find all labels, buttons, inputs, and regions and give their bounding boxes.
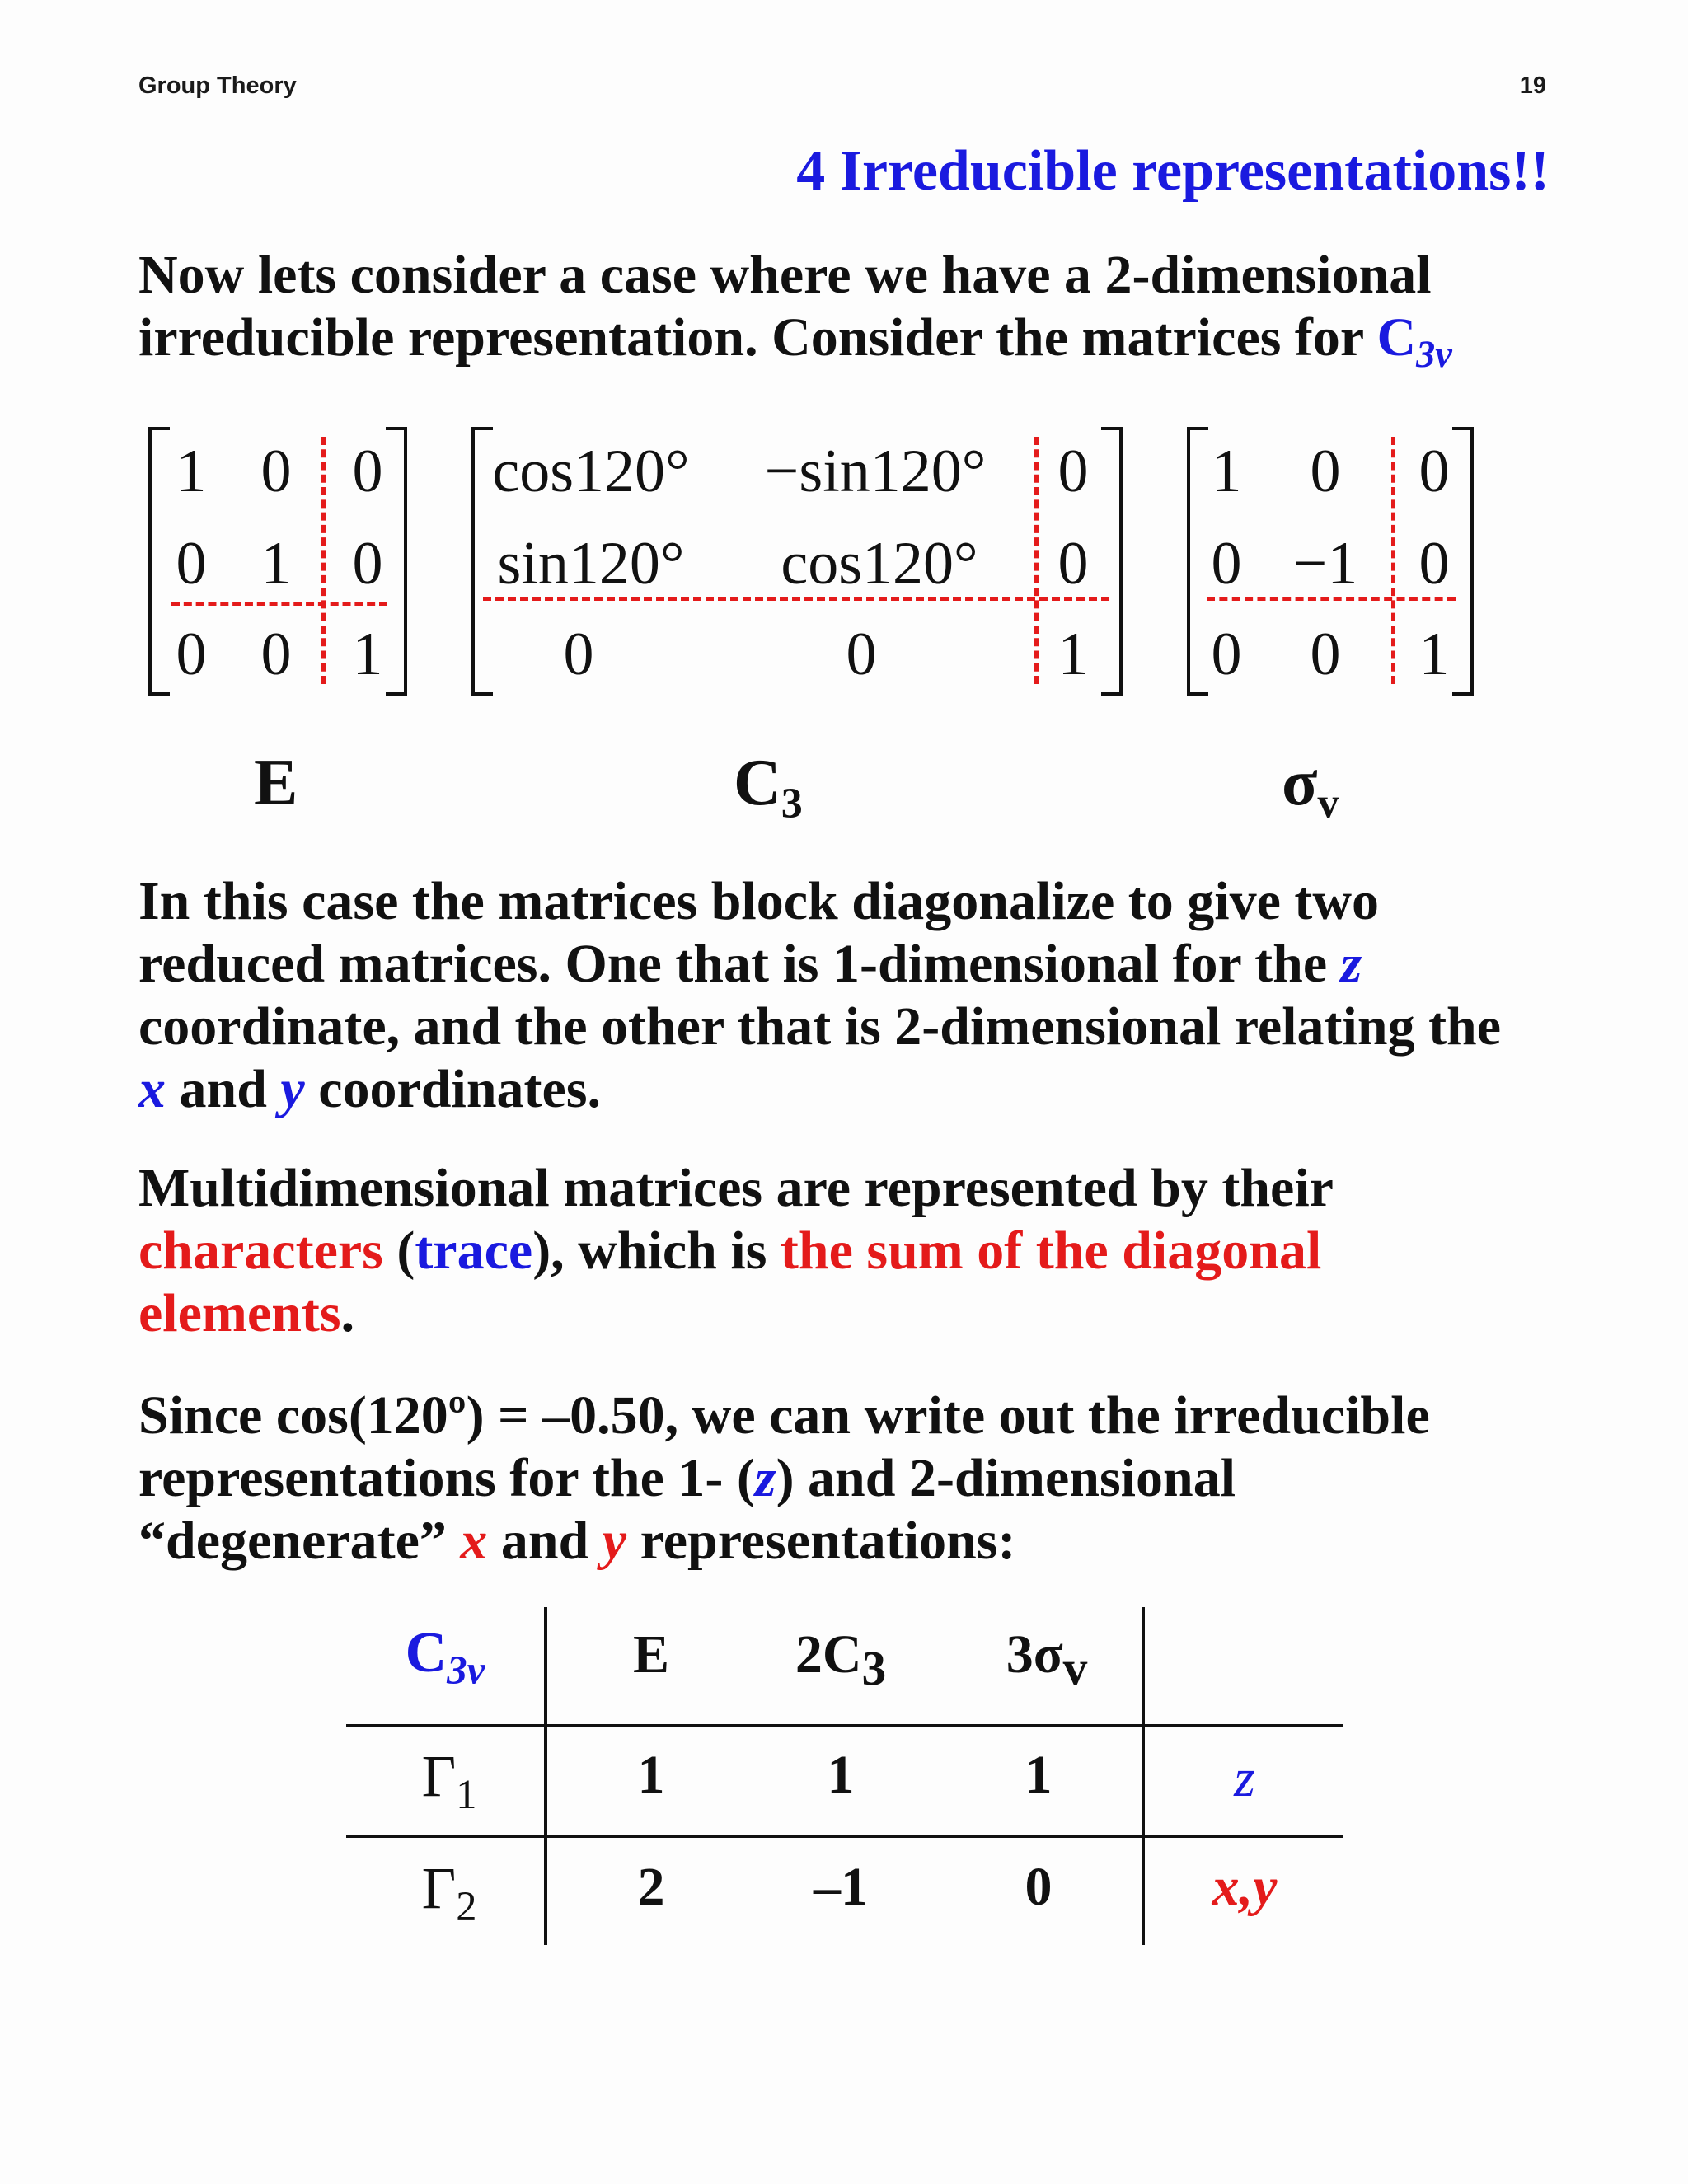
matrix-cell: 1 bbox=[260, 530, 292, 598]
block-divider-vertical bbox=[321, 437, 326, 684]
intro-line-1: Now lets consider a case where we have a 2-dimensional bbox=[138, 245, 1432, 305]
matrix-cell: 0 bbox=[352, 530, 383, 598]
block-divider-horizontal bbox=[171, 602, 387, 606]
block-divider-horizontal bbox=[1207, 597, 1456, 601]
matrix-cell: 0 bbox=[260, 438, 292, 505]
paragraph-line: characters (trace), which is the sum of the diagonal bbox=[138, 1221, 1322, 1281]
matrix-sigma-v bbox=[1187, 427, 1474, 691]
variable-x: x bbox=[138, 1059, 166, 1119]
paragraph-line: elements. bbox=[138, 1283, 355, 1343]
table-irrep-gamma-1: $\Gamma_1$ bbox=[421, 1743, 477, 1818]
matrix-cell: −1 bbox=[1292, 530, 1358, 598]
characters-paragraph bbox=[138, 1157, 1573, 1345]
block-divider-vertical bbox=[1391, 437, 1395, 684]
intro-paragraph bbox=[138, 244, 1573, 386]
variable-x: x bbox=[460, 1511, 488, 1571]
highlight-diagonal-sum: the sum of the diagonal bbox=[780, 1221, 1322, 1281]
variable-y: y bbox=[602, 1511, 627, 1571]
matrix-c3 bbox=[471, 427, 1123, 691]
table-basis-z: z bbox=[1234, 1748, 1255, 1808]
matrix-cell: 0 bbox=[1211, 530, 1242, 598]
matrix-cell: 0 bbox=[352, 438, 383, 505]
paragraph-line: representations for the 1- (z) and 2-dimensional bbox=[138, 1448, 1236, 1508]
matrix-cell: −sin120° bbox=[764, 438, 987, 505]
slide-title: 4 Irreducible representations!! bbox=[796, 139, 1550, 203]
intro-line-2-text: irreducible representation. Consider the matrices for bbox=[138, 307, 1377, 368]
matrix-cell: 0 bbox=[176, 530, 207, 598]
matrix-label-e: E bbox=[254, 747, 298, 819]
running-header: Group Theory bbox=[138, 73, 297, 99]
matrix-cell: 0 bbox=[1418, 438, 1450, 505]
block-divider-horizontal bbox=[483, 597, 1109, 601]
character-table bbox=[346, 1607, 1343, 1945]
matrix-cell: 1 bbox=[176, 438, 207, 505]
paragraph-line: Since cos(120º) = –0.50, we can write out the irreducible bbox=[138, 1385, 1430, 1446]
matrix-cell: 0 bbox=[1211, 621, 1242, 688]
matrix-cell: 0 bbox=[260, 621, 292, 688]
matrix-cell: 1 bbox=[1057, 621, 1089, 688]
paragraph-line: Multidimensional matrices are represented by their bbox=[138, 1158, 1334, 1218]
matrix-cell: 1 bbox=[352, 621, 383, 688]
matrix-label-sigma-v: $\sigma_v$ bbox=[1282, 747, 1339, 827]
table-rule-vertical bbox=[1142, 1607, 1145, 1945]
block-divider-vertical bbox=[1034, 437, 1039, 684]
table-group-label: $C_{3v}$ bbox=[405, 1621, 485, 1693]
highlight-trace: trace bbox=[415, 1221, 533, 1281]
paragraph-line: reduced matrices. One that is 1-dimensional for the z bbox=[138, 934, 1362, 994]
cos-paragraph bbox=[138, 1385, 1573, 1572]
matrix-cell: 0 bbox=[1057, 530, 1089, 598]
paragraph-line: “degenerate” x and y representations: bbox=[138, 1511, 1016, 1571]
matrix-cell: 1 bbox=[1211, 438, 1242, 505]
highlight-characters: characters bbox=[138, 1221, 383, 1281]
matrix-cell: sin120° bbox=[497, 530, 685, 598]
variable-y: y bbox=[280, 1059, 305, 1119]
table-cell: –1 bbox=[814, 1857, 868, 1917]
table-header-3sigma-v: $3\sigma_v$ bbox=[1006, 1624, 1088, 1695]
variable-z: z bbox=[754, 1448, 776, 1508]
table-header-e: E bbox=[632, 1624, 670, 1685]
matrix-cell: 0 bbox=[1418, 530, 1450, 598]
table-irrep-gamma-2: $\Gamma_2$ bbox=[421, 1855, 477, 1930]
matrix-cell: cos120° bbox=[492, 438, 690, 505]
matrix-e bbox=[148, 427, 407, 691]
block-diagonal-paragraph bbox=[138, 870, 1573, 1121]
table-cell: 1 bbox=[827, 1745, 855, 1805]
matrix-cell: 0 bbox=[1310, 621, 1341, 688]
matrix-cell: 0 bbox=[176, 621, 207, 688]
matrix-cell: 1 bbox=[1418, 621, 1450, 688]
matrix-label-c3: $C_3$ bbox=[734, 747, 803, 827]
table-rule-horizontal bbox=[346, 1835, 1343, 1838]
group-symbol: $C_{3v}$ bbox=[1376, 307, 1452, 375]
table-cell: 2 bbox=[637, 1857, 665, 1917]
table-cell: 1 bbox=[1025, 1745, 1053, 1805]
matrix-cell: 0 bbox=[1310, 438, 1341, 505]
table-basis-xy: x,y bbox=[1212, 1857, 1278, 1917]
table-cell: 0 bbox=[1025, 1857, 1053, 1917]
table-rule-horizontal bbox=[346, 1724, 1343, 1727]
paragraph-line: In this case the matrices block diagonalize to give two bbox=[138, 871, 1380, 931]
matrix-cell: 0 bbox=[563, 621, 594, 688]
matrix-cell: cos120° bbox=[781, 530, 978, 598]
matrix-bracket-right bbox=[1101, 427, 1123, 696]
highlight-elements: elements bbox=[138, 1283, 341, 1343]
matrix-cell: 0 bbox=[846, 621, 877, 688]
variable-z: z bbox=[1340, 934, 1362, 994]
table-rule-vertical bbox=[544, 1607, 547, 1945]
intro-line-2 bbox=[138, 307, 1573, 386]
matrix-cell: 0 bbox=[1057, 438, 1089, 505]
page-number: 19 bbox=[1519, 73, 1546, 99]
table-cell: 1 bbox=[637, 1745, 665, 1805]
paragraph-line: coordinate, and the other that is 2-dimensional relating the bbox=[138, 996, 1502, 1057]
table-header-2c3: $2C_3$ bbox=[795, 1624, 887, 1695]
paragraph-line: x and y coordinates. bbox=[138, 1059, 602, 1119]
